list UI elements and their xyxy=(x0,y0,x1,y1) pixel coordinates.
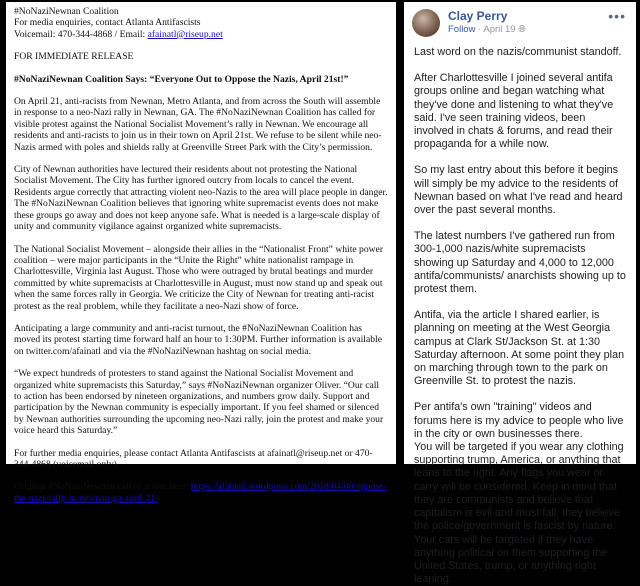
facebook-post xyxy=(404,2,636,464)
post-header xyxy=(404,2,636,44)
press-header-line: For media enquiries, contact Atlanta Antifascists xyxy=(14,17,388,28)
globe-icon: 🌐︎ xyxy=(516,24,526,35)
post-paragraph: So my last entry about this before it begins will simply be my advice to the residents of Newnan based on what I've read and heard over the past several months. xyxy=(414,164,626,217)
post-body xyxy=(404,44,636,586)
release-label: FOR IMMEDIATE RELEASE xyxy=(14,51,388,62)
press-paragraph: For further media enquiries, please contact Atlanta Antifascists at afainatl@riseup.net or 470-344-4868 (voicemail only). xyxy=(14,448,388,471)
original-label: Original #NoNaziNewnan call to action here: xyxy=(14,481,191,492)
post-date[interactable]: April 19 xyxy=(483,24,515,35)
press-header-line: #NoNaziNewnan Coalition xyxy=(14,6,388,17)
press-paragraph: The National Socialist Movement – alongside their allies in the “Nationalist Front” white power coalition – were major participants in the “Unite the Right” white nationalist rampage in Charlottesville, Virginia last August. Those who were outraged by brutal beatings and murder committed by white supremacists at Charlottesville in August, must now stand up and speak out when the same forces rally in Georgia. We criticize the City of Newnan for treating anti-racist protest as the real problem, while they facilitate a neo-Nazi show of force. xyxy=(14,244,388,312)
press-paragraph: “We expect hundreds of protesters to stand against the National Socialist Movement and organized white supremacists this Saturday,” says #NoNaziNewnan organizer Oliver. “Our call to action has been endorsed by nineteen organizations, and numbers grow daily. Support and participation by the Newnan community is especially important. If you feel shamed or silenced by Newnan authorities surrounding the upcoming neo-Nazi rally, join the protest and make your voice heard this Saturday.” xyxy=(14,368,388,436)
post-paragraph: The latest numbers I've gathered run from 300-1,000 nazis/white supremacists showing up Saturday and 4,000 to 12,000 antifa/communists/ anarchists showing up to protest them. xyxy=(414,230,626,296)
press-paragraph: City of Newnan authorities have lectured their residents about not protesting the National Socialist Movement. The City has further ignored outcry from locals to cancel the event. Residents argue correctly that attracting violent neo-Nazis to the area will place people in danger. The #NoNaziNewnan Coalition believes that ignoring white supremacist events does not make these groups go away and does not keep anyone safe. What is needed is a large-scale display of unity and community vigilance against organized white supremacists. xyxy=(14,164,388,232)
press-paragraph: On April 21, anti-racists from Newnan, Metro Atlanta, and from across the South will assemble in response to a neo-Nazi rally in Newnan, GA. The #NoNaziNewnan Coalition has called for visible protest against the National Socialist Movement’s rally in Newnan. We encourage all residents and anti-racists to join us in their town on April 21st. We refuse to be silent while neo-Nazis armed with poles and shields rally at Greenville Street Park with the City’s permission. xyxy=(14,96,388,153)
press-paragraph: Anticipating a large community and anti-racist turnout, the #NoNaziNewnan Coalition has moved its protest starting time forward half an hour to 1:30PM. Further information is available on twitter.com/afainatl and via the #NoNaziNewnan hashtag on social media. xyxy=(14,323,388,357)
post-paragraph: Your cars will be targeted if they have anything political on them supporting the United States, trump, or anything right leaning. xyxy=(414,534,626,586)
follow-button[interactable]: Follow xyxy=(448,24,475,35)
post-paragraph: After Charlottesville I joined several antifa groups online and began watching what they've done and listening to what they've said. I've seen training videos, been involved in chats & forums, and read their propaganda for a while now. xyxy=(414,72,626,151)
press-release-image xyxy=(6,2,396,464)
more-options-icon[interactable]: ••• xyxy=(608,8,626,24)
original-call-link[interactable]: https://afainatl.wordpress.com/2018/04/08/oppose-the-nazi-rally-in-newnan-ga-april-21/ xyxy=(14,481,386,503)
post-paragraph: You will be targeted if you wear any clothing supporting trump, America, or anything that leans to the right. Any flags you wear or carry will be considered. Keep in mind that they are communists and believe that capitalism is evil and must fall, they believe the police/government is fascist by nature. xyxy=(414,441,626,533)
press-headline: #NoNaziNewnan Coalition Says: “Everyone Out to Oppose the Nazis, April 21st!” xyxy=(14,74,388,85)
press-voicemail-line xyxy=(14,29,388,40)
avatar[interactable] xyxy=(412,9,440,37)
post-paragraph: Per antifa's own "training" videos and forums here is my advice to people who live in the city or own businesses there. xyxy=(414,401,626,441)
post-author[interactable]: Clay Perry xyxy=(448,9,507,23)
post-paragraph: Last word on the nazis/communist standoff. xyxy=(414,46,626,59)
voicemail-label: Voicemail: 470-344-4868 / Email: xyxy=(14,29,148,40)
post-paragraph: Antifa, via the article I shared earlier, is planning on meeting at the West Georgia campus at Clark St/Jackson St. at 1:30 Saturday afternoon. At some point they plan on marching through town to the park on Greenville St. to protest the nazis. xyxy=(414,309,626,388)
meta-separator: · xyxy=(475,24,483,35)
post-meta xyxy=(448,24,526,35)
press-original-line xyxy=(14,481,388,504)
press-email-link[interactable]: afainatl@riseup.net xyxy=(148,29,223,40)
